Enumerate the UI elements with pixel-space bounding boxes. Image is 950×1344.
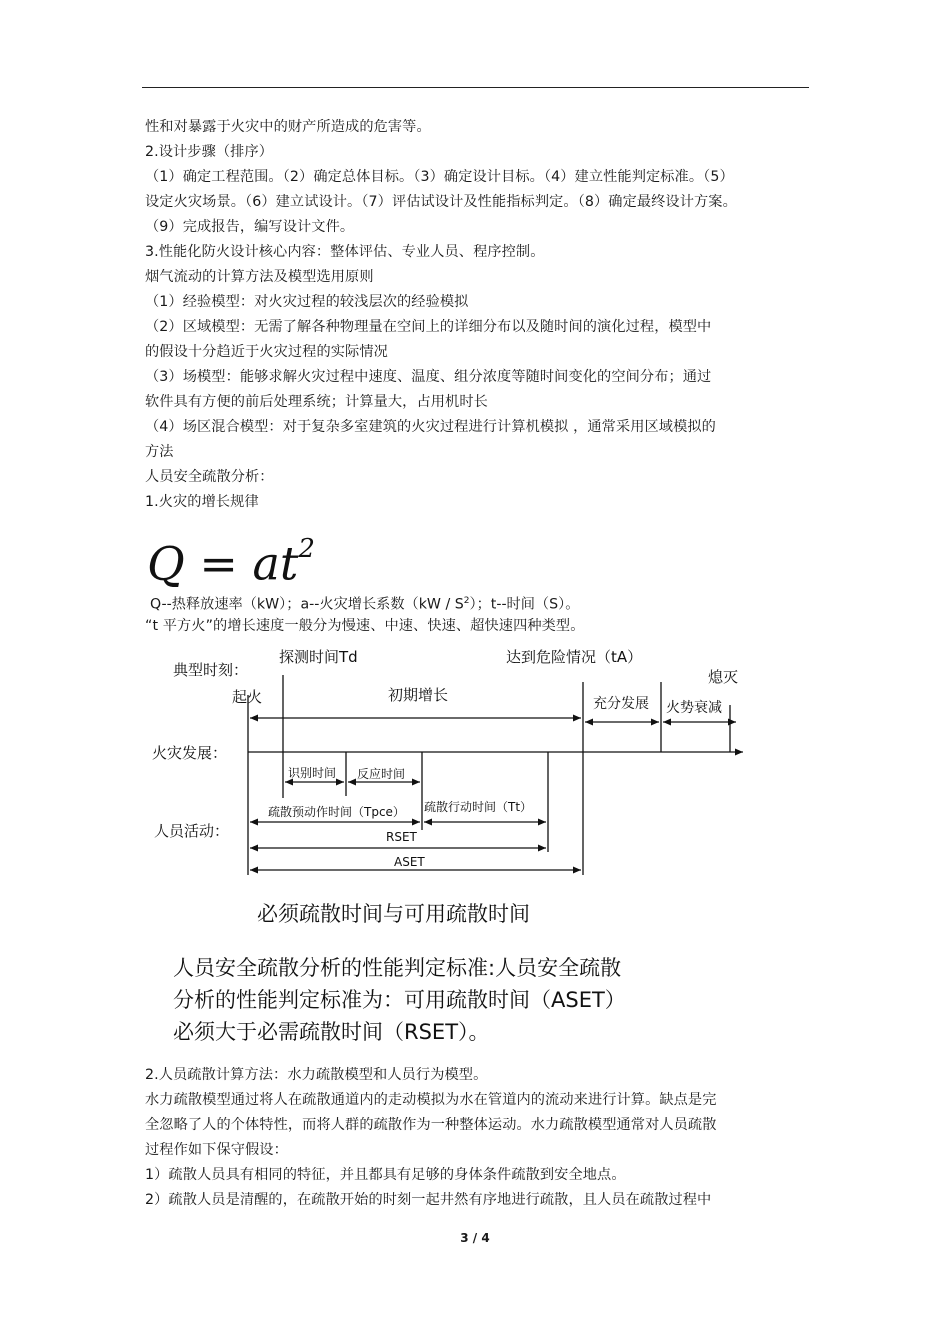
- formula-exponent: 2: [298, 534, 315, 564]
- text-line: 方法: [145, 444, 174, 460]
- text-line: （1）经验模型：对火灾过程的较浅层次的经验模拟: [145, 294, 469, 310]
- text-line: 全忽略了人的个体特性，而将人群的疏散作为一种整体运动。水力疏散模型通常对人员疏散: [145, 1117, 717, 1133]
- aset-label: ASET: [394, 855, 425, 869]
- text-line: （9）完成报告，编写设计文件。: [145, 219, 355, 235]
- people-activity-label: 人员活动：: [154, 822, 230, 840]
- formula-body: Q = at: [147, 536, 299, 591]
- legend-text-after: ）；t--时间（S）。: [469, 596, 580, 613]
- typical-moments-label: 典型时刻：: [173, 661, 249, 679]
- text-line: 软件具有方便的前后处理系统；计算量大，占用机时长: [145, 394, 488, 410]
- section-heading: 烟气流动的计算方法及模型选用原则: [145, 269, 374, 285]
- text-line: 性和对暴露于火灾中的财产所造成的危害等。: [145, 119, 431, 135]
- evacuation-timeline-diagram: [140, 640, 780, 890]
- section-heading: 3.性能化防火设计核心内容：整体评估、专业人员、程序控制。: [145, 244, 545, 260]
- fire-growth-formula: [147, 530, 315, 591]
- section-heading: 1.火灾的增长规律: [145, 494, 259, 510]
- criteria-line: 必须大于必需疏散时间（RSET）。: [173, 1020, 490, 1044]
- criteria-line: 人员安全疏散分析的性能判定标准:人员安全疏散: [173, 956, 622, 980]
- legend-text-before: Q--热释放速率（kW）；a--火灾增长系数（kW / S: [150, 596, 464, 613]
- pre-movement-label: 疏散预动作时间（Tpce）: [268, 805, 405, 819]
- criteria-line: 分析的性能判定标准为：可用疏散时间（ASET）: [173, 988, 626, 1012]
- danger-reached-label: 达到危险情况（tA）: [506, 648, 643, 666]
- text-line: （1）确定工程范围。（2）确定总体目标。（3）确定设计目标。（4）建立性能判定标准。（5）: [145, 169, 734, 185]
- text-line: 1）疏散人员具有相同的特征，并且都具有足够的身体条件疏散到安全地点。: [145, 1167, 626, 1183]
- fire-development-label: 火灾发展：: [152, 744, 228, 762]
- header-rule: [142, 87, 809, 88]
- text-line: 水力疏散模型通过将人在疏散通道内的走动模拟为水在管道内的流动来进行计算。缺点是完: [145, 1092, 717, 1108]
- text-line: （2）区域模型：无需了解各种物理量在空间上的详细分布以及随时间的演化过程，模型中: [145, 319, 712, 335]
- text-line: 的假设十分趋近于火灾过程的实际情况: [145, 344, 388, 360]
- text-line: “t 平方火”的增长速度一般分为慢速、中速、快速、超快速四种类型。: [145, 618, 585, 634]
- section-heading: 2.设计步骤（排序）: [145, 144, 274, 160]
- formula-legend: [150, 592, 579, 614]
- text-line: （3）场模型：能够求解火灾过程中速度、温度、组分浓度等随时间变化的空间分布；通过: [145, 369, 712, 385]
- text-line: 过程作如下保守假设：: [145, 1142, 288, 1158]
- diagram-caption: 必须疏散时间与可用疏散时间: [257, 902, 530, 926]
- section-heading: 2.人员疏散计算方法：水力疏散模型和人员行为模型。: [145, 1067, 488, 1083]
- text-line: （4）场区混合模型：对于复杂多室建筑的火灾过程进行计算机模拟 ，通常采用区域模拟的: [145, 419, 716, 435]
- text-line: 设定火灾场景。（6）建立试设计。（7）评估试设计及性能指标判定。（8）确定最终设计方案。: [145, 194, 737, 210]
- full-development-label: 充分发展: [593, 696, 649, 712]
- ignition-label: 起火: [232, 688, 263, 706]
- travel-time-label: 疏散行动时间（Tt）: [424, 800, 533, 814]
- text-line: 2）疏散人员是清醒的，在疏散开始的时刻一起井然有序地进行疏散，且人员在疏散过程中: [145, 1192, 712, 1208]
- section-heading: 人员安全疏散分析：: [145, 469, 274, 485]
- initial-growth-label: 初期增长: [388, 686, 449, 704]
- decay-label: 火势衰减: [666, 700, 722, 716]
- response-time-label: 反应时间: [357, 767, 406, 781]
- detection-time-label: 探测时间Td: [279, 648, 358, 666]
- rset-label: RSET: [386, 830, 417, 844]
- page-number: 3 / 4: [460, 1231, 490, 1245]
- extinguish-label: 熄灭: [708, 668, 739, 686]
- legend-exponent: 2: [463, 596, 470, 606]
- recognition-time-label: 识别时间: [288, 766, 337, 780]
